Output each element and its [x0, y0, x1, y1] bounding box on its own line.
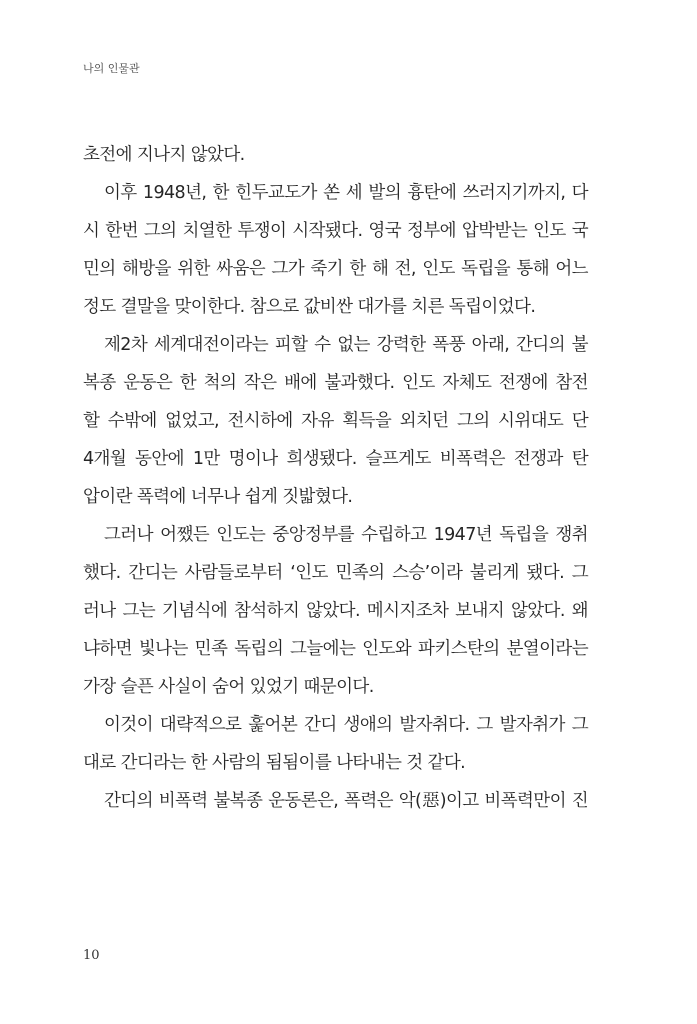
text-line: 시 한번 그의 치열한 투쟁이 시작됐다. 영국 정부에 압박받는 인도 국	[83, 221, 588, 241]
text-line: 이것이 대략적으로 훑어본 간디 생애의 발자취다. 그 발자취가 그	[104, 715, 588, 735]
text-line: 냐하면 빛나는 민족 독립의 그늘에는 인도와 파키스탄의 분열이라는	[83, 639, 588, 659]
text-line: 러나 그는 기념식에 참석하지 않았다. 메시지조차 보내지 않았다. 왜	[83, 601, 588, 621]
text-line: 압이란 폭력에 너무나 쉽게 짓밟혔다.	[83, 487, 353, 507]
text-line: 그러나 어쨌든 인도는 중앙정부를 수립하고 1947년 독립을 쟁취	[104, 525, 588, 545]
text-line: 할 수밖에 없었고, 전시하에 자유 획득을 외치던 그의 시위대도 단	[83, 411, 588, 431]
text-line: 정도 결말을 맞이한다. 참으로 값비싼 대가를 치른 독립이었다.	[83, 297, 536, 317]
text-line: 간디의 비폭력 불복종 운동론은, 폭력은 악(惡)이고 비폭력만이 진	[104, 791, 588, 811]
text-line: 제2차 세계대전이라는 피할 수 없는 강력한 폭풍 아래, 간디의 불	[104, 335, 588, 355]
text-line: 4개월 동안에 1만 명이나 희생됐다. 슬프게도 비폭력은 전쟁과 탄	[83, 449, 588, 469]
text-line: 복종 운동은 한 척의 작은 배에 불과했다. 인도 자체도 전쟁에 참전	[83, 373, 588, 393]
text-line: 초전에 지나지 않았다.	[83, 145, 245, 165]
text-line: 이후 1948년, 한 힌두교도가 쏜 세 발의 흉탄에 쓰러지기까지, 다	[104, 183, 588, 203]
text-line: 했다. 간디는 사람들로부터 ‘인도 민족의 스승’이라 불리게 됐다. 그	[83, 563, 588, 583]
text-line: 대로 간디라는 한 사람의 됨됨이를 나타내는 것 같다.	[83, 753, 466, 773]
running-header-title: 나의 인물관	[83, 62, 140, 75]
page-number: 10	[83, 948, 100, 963]
text-line: 가장 슬픈 사실이 숨어 있었기 때문이다.	[83, 677, 374, 697]
text-line: 민의 해방을 위한 싸움은 그가 죽기 한 해 전, 인도 독립을 통해 어느	[83, 259, 588, 279]
